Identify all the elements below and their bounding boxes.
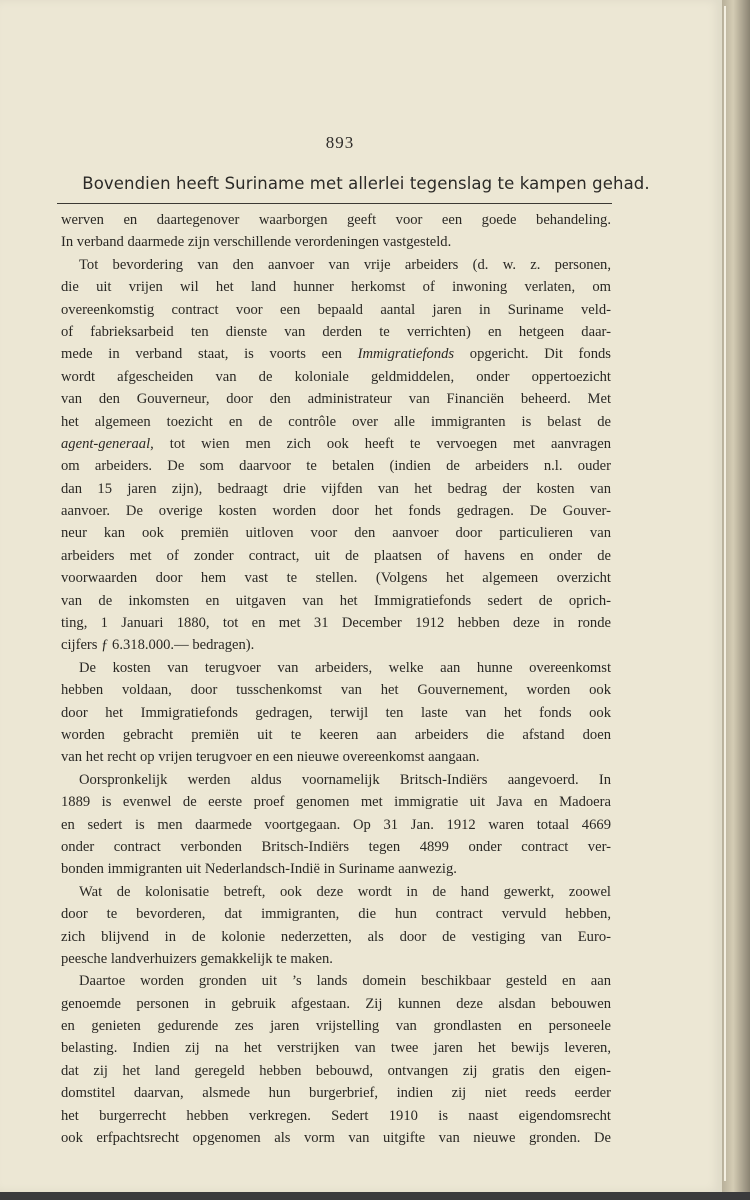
text-segment: mede in verband staat, is voorts een (61, 346, 358, 363)
text-line: Daartoe worden gronden uit ’s lands domein beschikbaar gesteld en aan (79, 973, 611, 990)
text-line: onder contract verbonden Britsch-Indiërs tegen 4899 onder contract ver- (61, 838, 611, 855)
text-line: hebben voldaan, door tusschenkomst van het Gouvernement, worden ook (61, 682, 611, 699)
text-line: voorwaarden door hem vast te stellen. (Volgens het algemeen overzicht (61, 570, 611, 587)
page-edge (722, 0, 750, 1200)
text-line: genoemde personen in gebruik afgestaan. Zij kunnen deze alsdan bebouwen (61, 995, 611, 1012)
text-segment: opgericht. Dit fonds (454, 346, 611, 363)
text-line: ook erfpachtsrecht opgenomen als vorm van uitgifte van nieuwe gronden. De (61, 1130, 611, 1147)
text-line: In verband daarmede zijn verschillende verordeningen vastgesteld. (61, 234, 452, 251)
text-line: of fabrieksarbeid ten dienste van derden te verrichten) en hetgeen daar- (61, 323, 611, 340)
italic-term: agent-generaal (61, 435, 151, 452)
italic-term: Immigratiefonds (357, 346, 455, 363)
text-line: die uit vrijen wil het land hunner herkomst of inwoning verlaten, om (61, 279, 611, 296)
text-line: wordt afgescheiden van de koloniale geldmiddelen, onder oppertoezicht (61, 368, 611, 385)
text-line: van de inkomsten en uitgaven van het Immigratiefonds sedert de oprich- (61, 592, 611, 609)
text-line: door te bevorderen, dat immigranten, die hun contract vervuld hebben, (61, 906, 611, 923)
running-head: Bovendien heeft Suriname met allerlei tegenslag te kampen gehad. (82, 174, 650, 193)
header-rule (57, 203, 612, 204)
text-line: en genieten gedurende zes jaren vrijstelling van grondlasten en personeele (61, 1018, 611, 1035)
text-line: Tot bevordering van den aanvoer van vrije arbeiders (d. w. z. personen, (79, 256, 611, 273)
text-line: het burgerrecht hebben verkregen. Sedert 1910 is naast eigendomsrecht (61, 1107, 611, 1124)
text-line: bonden immigranten uit Nederlandsch-Indië in Suriname aanwezig. (61, 861, 457, 878)
text-line (61, 343, 611, 365)
text-line: De kosten van terugvoer van arbeiders, welke aan hunne overeenkomst (79, 659, 611, 676)
text-line: door het Immigratiefonds gedragen, terwijl ten laste van het fonds ook (61, 704, 611, 721)
text-line: om arbeiders. De som daarvoor te betalen (indien de arbeiders n.l. ouder (61, 458, 611, 475)
text-line: ting, 1 Januari 1880, tot en met 31 December 1912 hebben deze in ronde (61, 615, 611, 632)
text-line: van het recht op vrijen terugvoer en een nieuwe overeenkomst aangaan. (61, 749, 480, 766)
text-line: het algemeen toezicht en de contrôle over alle immigranten is belast de (61, 413, 611, 430)
text-line: 1889 is evenwel de eerste proef genomen met immigratie uit Java en Madoera (61, 794, 611, 811)
text-line: zich blijvend in de kolonie nederzetten, als door de vestiging van Euro- (61, 928, 611, 945)
text-line: Wat de kolonisatie betreft, ook deze wordt in de hand gewerkt, zoowel (79, 883, 611, 900)
text-line: aanvoer. De overige kosten worden door het fonds gedragen. De Gouver- (61, 503, 611, 520)
text-segment: , tot wien men zich ook heeft te vervoegen met aanvragen (150, 435, 611, 452)
text-line: neur kan ook premiën uitloven voor den aanvoer door particulieren van (61, 525, 611, 542)
text-line: dan 15 jaren zijn), bedraagt drie vijfden van het bedrag der kosten van (61, 480, 611, 497)
text-line: peesche landverhuizers gemakkelijk te maken. (61, 950, 333, 967)
text-line: belasting. Indien zij na het verstrijken van twee jaren het bewijs leveren, (61, 1040, 611, 1057)
text-line: cijfers ƒ 6.318.000.— bedragen). (61, 637, 255, 654)
text-line: dat zij het land geregeld hebben bebouwd, ontvangen zij gratis den eigen- (61, 1062, 611, 1079)
page-edge-highlight (724, 6, 726, 1181)
text-line (61, 433, 611, 455)
text-line: arbeiders met of zonder contract, uit de plaatsen of havens en onder de (61, 547, 611, 564)
text-line: worden gebracht premiën uit te keeren aan arbeiders die afstand doen (61, 726, 611, 743)
text-line: Oorspronkelijk werden aldus voornamelijk Britsch-Indiërs aangevoerd. In (79, 771, 611, 788)
text-line: domstitel daarvan, alsmede hun burgerbrief, indien zij niet reeds eerder (61, 1085, 611, 1102)
text-line: van den Gouverneur, door den administrateur van Financiën beheerd. Met (61, 391, 611, 408)
text-line: werven en daartegenover waarborgen geeft voor een goede behandeling. (61, 212, 611, 228)
body-text (61, 209, 611, 1149)
text-line: overeenkomstig contract voor een bepaald aantal jaren in Suriname veld- (61, 301, 611, 318)
text-line: en sedert is men daarmede voortgegaan. Op 31 Jan. 1912 waren totaal 4669 (61, 816, 611, 833)
scan-background (0, 1192, 750, 1200)
page-number: 893 (325, 133, 355, 152)
